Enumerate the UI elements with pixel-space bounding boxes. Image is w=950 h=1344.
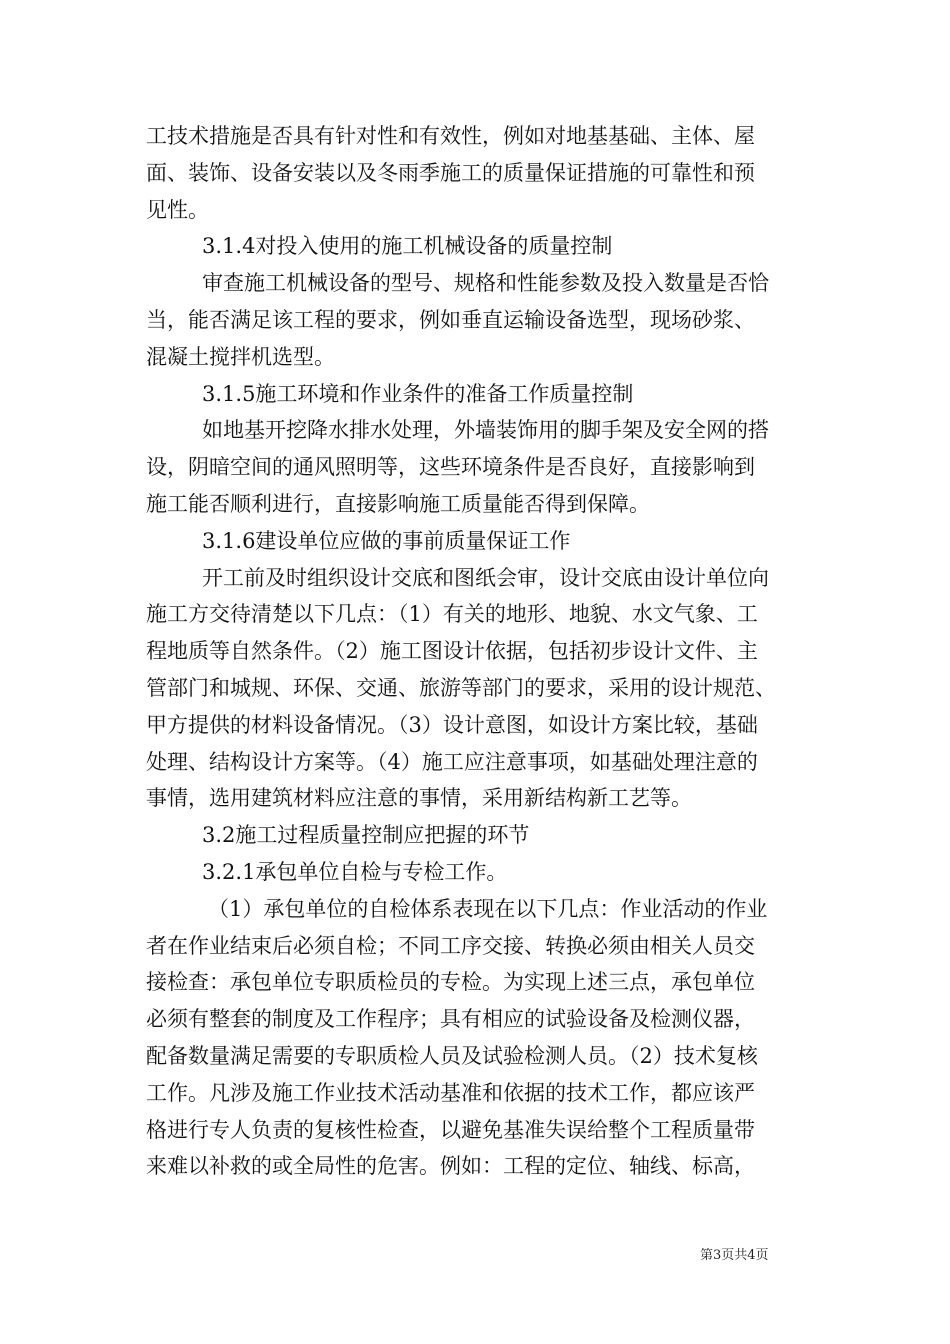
section-heading-3-2: 3.2施工过程质量控制应把握的环节: [202, 823, 530, 848]
page-number: 第3页共4页: [700, 1248, 769, 1263]
text-line: 甲方提供的材料设备情况。（3）设计意图，如设计方案比较，基础: [146, 712, 758, 737]
text-line: 混凝土搅拌机选型。: [146, 344, 335, 369]
text-line: 面、装饰、设备安装以及冬雨季施工的质量保证措施的可靠性和预: [146, 160, 755, 185]
text-line: 开工前及时组织设计交底和图纸会审，设计交底由设计单位向: [202, 565, 769, 590]
text-line: 处理、结构设计方案等。（4）施工应注意事项，如基础处理注意的: [146, 749, 758, 774]
text-line: 如地基开挖降水排水处理，外墙装饰用的脚手架及安全网的搭: [202, 418, 769, 443]
text-line: 工技术措施是否具有针对性和有效性，例如对地基基础、主体、屋: [146, 124, 755, 148]
text-line: 程地质等自然条件。（2）施工图设计依据，包括初步设计文件、主: [146, 639, 758, 664]
text-line: 来难以补救的或全局性的危害。例如：工程的定位、轴线、标高，: [146, 1154, 755, 1179]
section-heading-3-1-5: 3.1.5施工环境和作业条件的准备工作质量控制: [202, 381, 634, 406]
text-line: 格进行专人负责的复核性检查，以避免基准失误给整个工程质量带: [146, 1117, 755, 1142]
text-line: 必须有整套的制度及工作程序；具有相应的试验设备及检测仪器，: [146, 1007, 755, 1032]
text-line: 工作。凡涉及施工作业技术活动基准和依据的技术工作，都应该严: [146, 1080, 755, 1105]
document-body: [146, 118, 818, 1185]
text-line: 接检查：承包单位专职质检员的专检。为实现上述三点，承包单位: [146, 970, 755, 995]
text-line: 施工方交待清楚以下几点：（1）有关的地形、地貌、水文气象、工: [146, 602, 758, 627]
text-line: 事情，选用建筑材料应注意的事情，采用新结构新工艺等。: [146, 786, 692, 811]
section-heading-3-2-1: 3.2.1承包单位自检与专检工作。: [202, 859, 508, 884]
section-heading-3-1-4: 3.1.4对投入使用的施工机械设备的质量控制: [202, 234, 613, 259]
text-line: 配备数量满足需要的专职质检人员及试验检测人员。（2）技术复核: [146, 1043, 758, 1068]
text-line: 管部门和城规、环保、交通、旅游等部门的要求，采用的设计规范、: [146, 675, 776, 700]
text-line: 审查施工机械设备的型号、规格和性能参数及投入数量是否恰: [202, 271, 769, 296]
text-line: 见性。: [146, 197, 209, 222]
text-line: 设，阴暗空间的通风照明等，这些环境条件是否良好，直接影响到: [146, 455, 755, 480]
section-heading-3-1-6: 3.1.6建设单位应做的事前质量保证工作: [202, 528, 571, 553]
text-line: 施工能否顺利进行，直接影响施工质量能否得到保障。: [146, 491, 650, 516]
text-line: 当，能否满足该工程的要求，例如垂直运输设备选型，现场砂浆、: [146, 307, 755, 332]
text-line: 者在作业结束后必须自检；不同工序交接、转换必须由相关人员交: [146, 933, 755, 958]
text-line: （1）承包单位的自检体系表现在以下几点：作业活动的作业: [208, 896, 768, 921]
